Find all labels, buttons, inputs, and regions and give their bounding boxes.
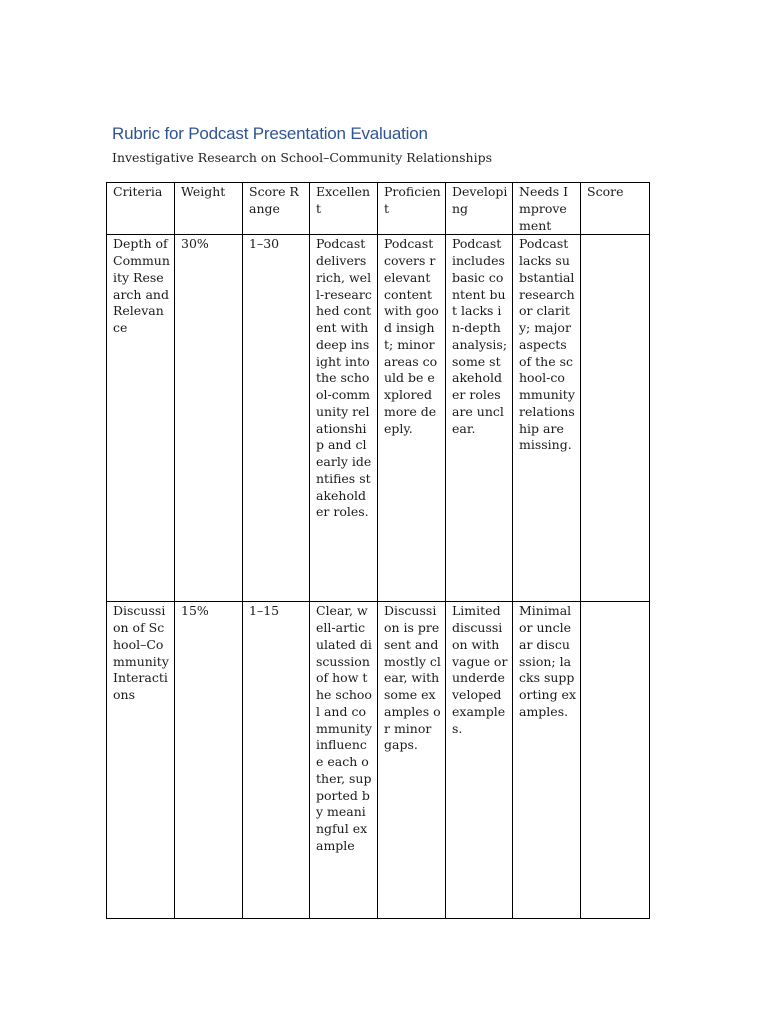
header-excellent: Excellent bbox=[310, 183, 378, 235]
cell-score-range: 1–15 bbox=[243, 602, 310, 919]
header-score: Score bbox=[581, 183, 650, 235]
document-subtitle: Investigative Research on School–Community Relationships bbox=[112, 150, 493, 165]
cell-proficient: Podcast covers relevant content with good insight; minor areas could be explored more deeply. bbox=[378, 235, 446, 602]
header-criteria: Criteria bbox=[107, 183, 175, 235]
cell-proficient: Discussion is present and mostly clear, with some examples or minor gaps. bbox=[378, 602, 446, 919]
header-proficient: Proficient bbox=[378, 183, 446, 235]
cell-excellent: Clear, well-articulated discussion of how the school and community influence each other, supported by meaningful example bbox=[310, 602, 378, 919]
cell-criteria: Discussion of School–Community Interactions bbox=[107, 602, 175, 919]
cell-score-range: 1–30 bbox=[243, 235, 310, 602]
table-header-row bbox=[107, 183, 650, 235]
cell-developing: Limited discussion with vague or underdeveloped examples. bbox=[446, 602, 513, 919]
cell-score bbox=[581, 602, 650, 919]
cell-weight: 15% bbox=[175, 602, 243, 919]
cell-needs-improvement: Podcast lacks substantial research or clarity; major aspects of the school-community relationship are missing. bbox=[513, 235, 581, 602]
header-developing: Developing bbox=[446, 183, 513, 235]
cell-weight: 30% bbox=[175, 235, 243, 602]
cell-developing: Podcast includes basic content but lacks in-depth analysis; some stakeholder roles are unclear. bbox=[446, 235, 513, 602]
header-needs-improvement: Needs Improvement bbox=[513, 183, 581, 235]
document-title: Rubric for Podcast Presentation Evaluation bbox=[112, 124, 428, 143]
cell-criteria: Depth of Community Research and Relevance bbox=[107, 235, 175, 602]
cell-score bbox=[581, 235, 650, 602]
header-score-range: Score Range bbox=[243, 183, 310, 235]
cell-excellent: Podcast delivers rich, well-researched content with deep insight into the school-community relationship and clearly identifies stakeholder roles. bbox=[310, 235, 378, 602]
cell-needs-improvement: Minimal or unclear discussion; lacks supporting examples. bbox=[513, 602, 581, 919]
table-row bbox=[107, 235, 650, 602]
header-weight: Weight bbox=[175, 183, 243, 235]
rubric-table bbox=[106, 182, 650, 919]
table-row bbox=[107, 602, 650, 919]
